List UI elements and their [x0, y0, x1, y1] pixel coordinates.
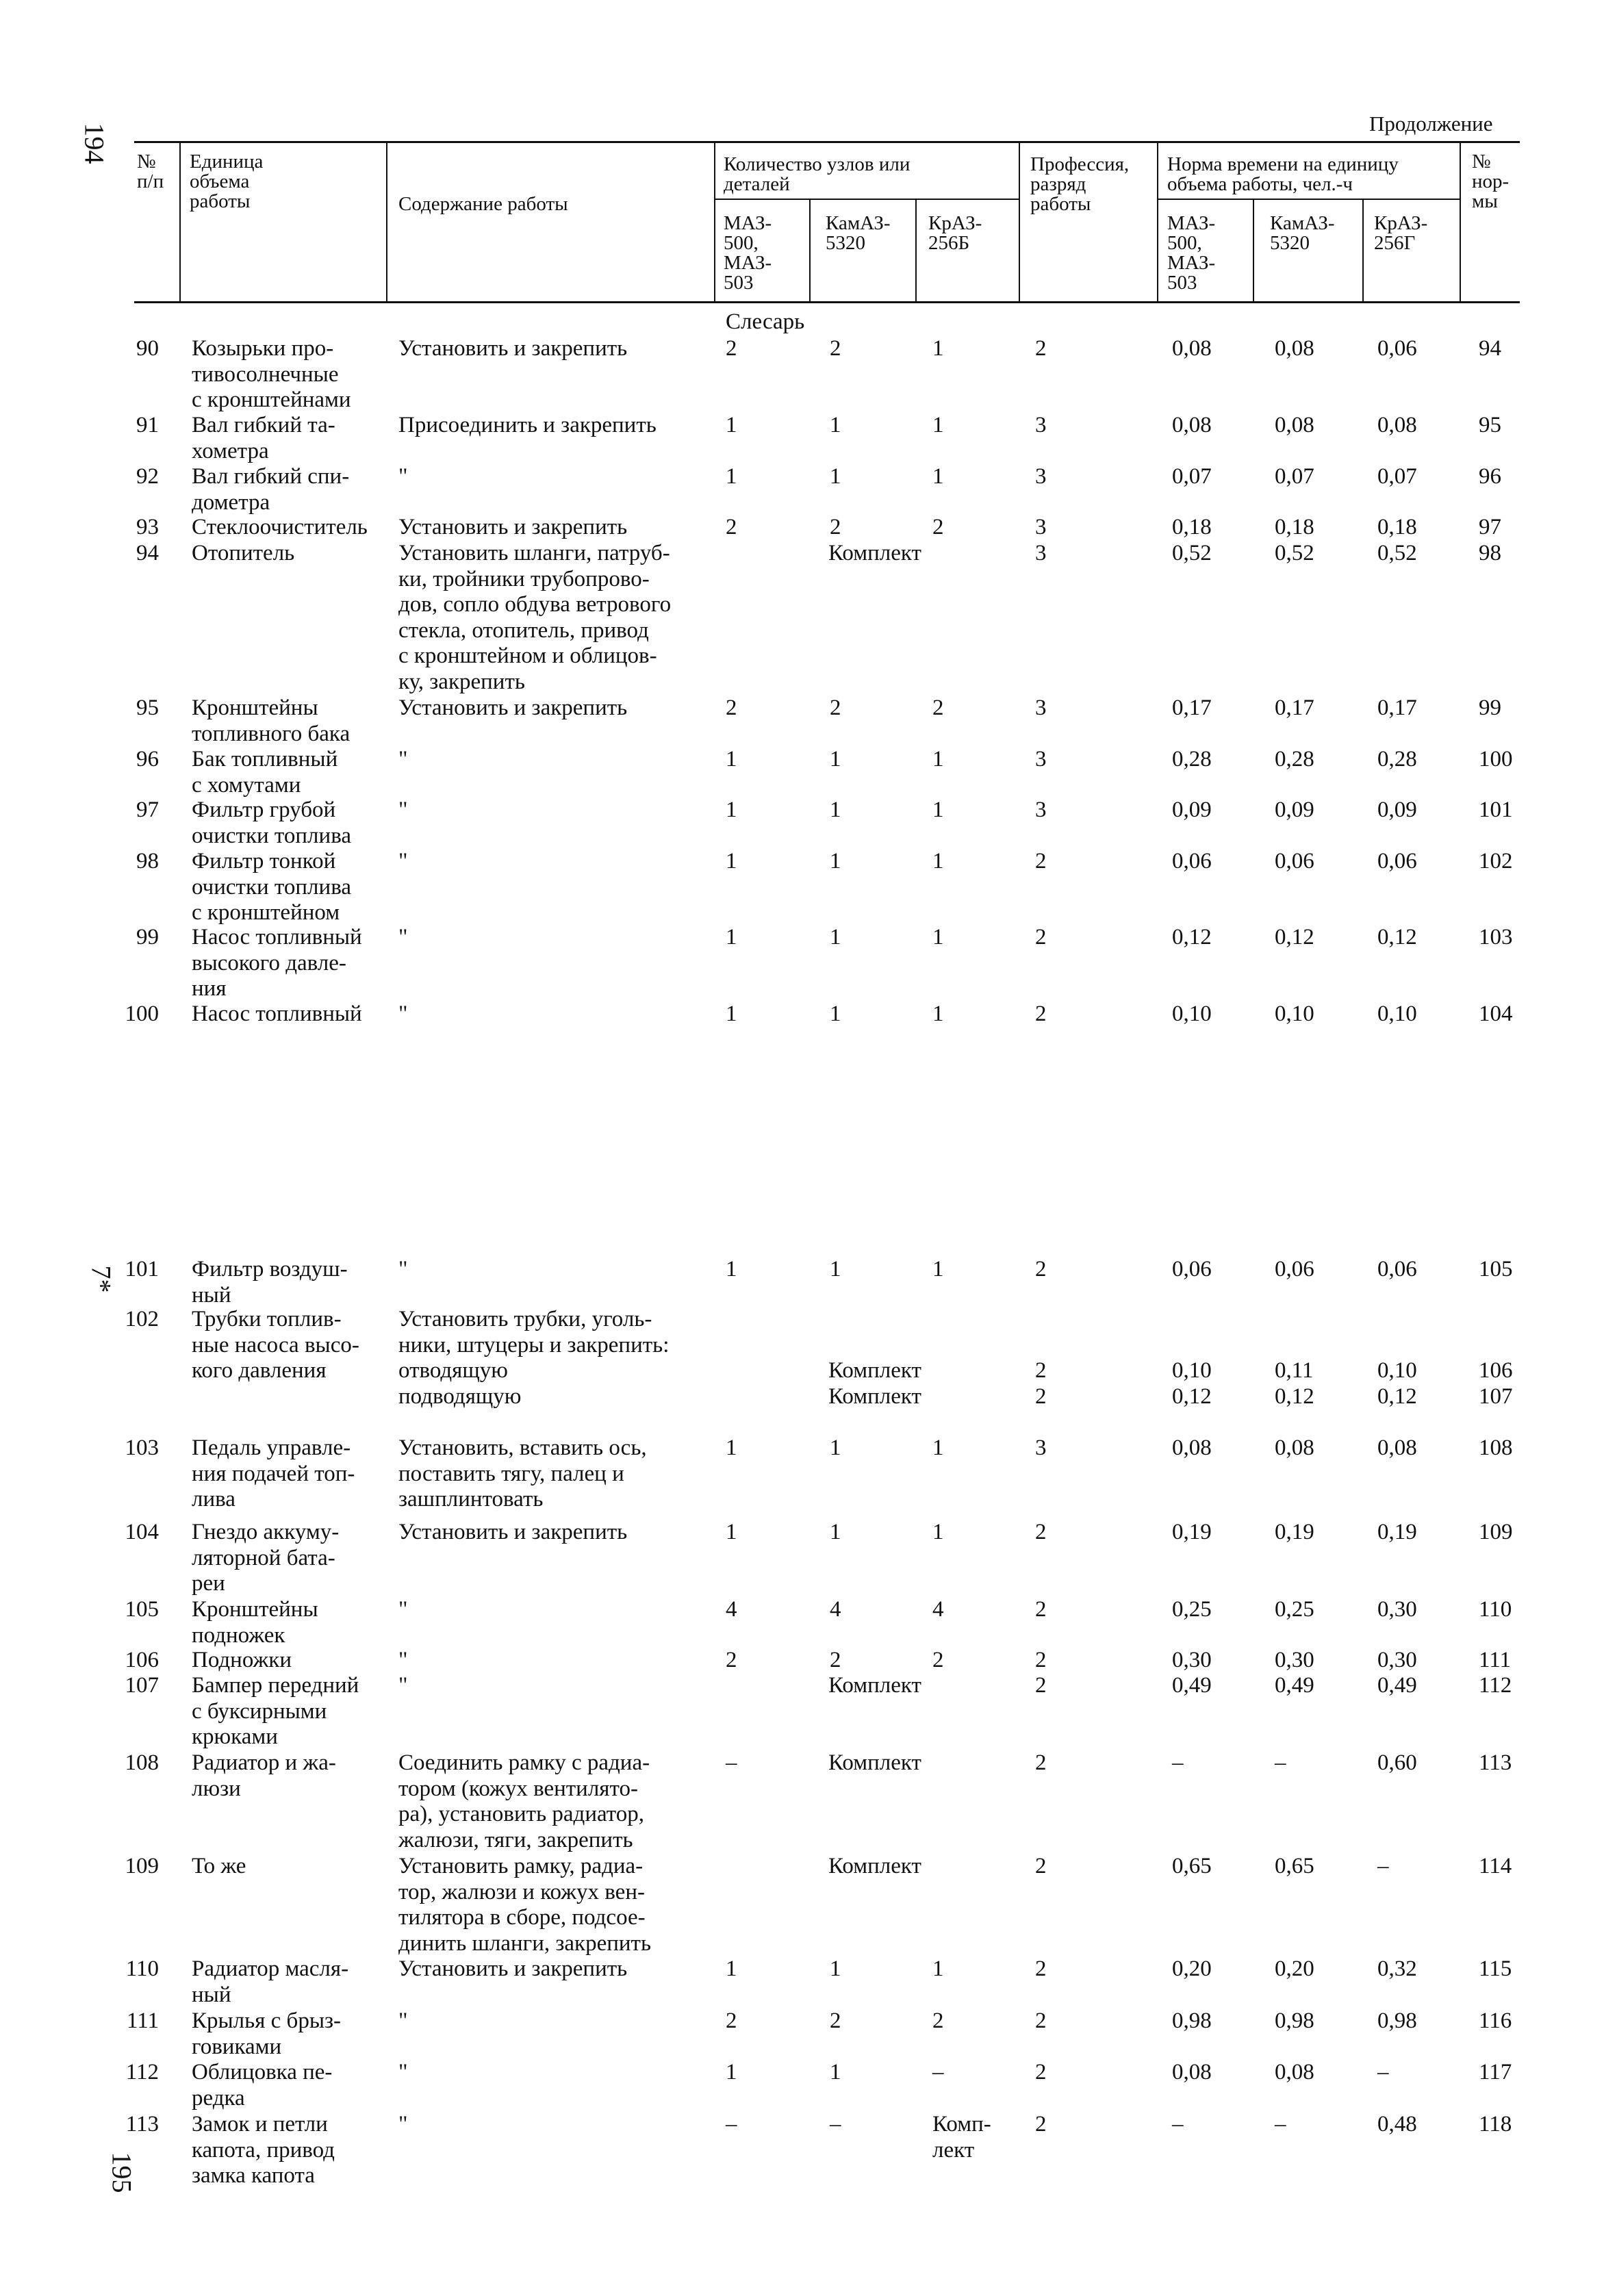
row-norm-kraz: 0,17: [1377, 696, 1417, 720]
row-unit: Фильтр грубой очистки топлива: [192, 798, 351, 848]
row-norm-kraz: 0,60: [1377, 1750, 1417, 1775]
row-grade: 2: [1035, 2112, 1047, 2136]
row-norm-kamaz: –: [1275, 1750, 1286, 1775]
header-norm-no: № нор- мы: [1472, 151, 1510, 212]
row-qty-kraz: 1: [932, 413, 944, 437]
row-norm-maz: 0,12: [1172, 925, 1212, 949]
row-qty-maz: 1: [726, 1257, 737, 1281]
row-norm-kamaz: 0,06: [1275, 1257, 1314, 1281]
row-qty-kamaz: 2: [830, 696, 841, 720]
row-norm-no: 101: [1479, 798, 1513, 822]
row-unit: Подножки: [192, 1648, 292, 1672]
header-norm-kraz: КрАЗ- 256Г: [1374, 212, 1428, 254]
row-qty-kamaz: 1: [830, 1257, 841, 1281]
row-norm-maz: 0,18: [1172, 515, 1212, 539]
row-qty-kamaz: Комплект Комплект: [828, 1358, 921, 1409]
row-number: 112: [125, 2060, 159, 2084]
col-divider: [1157, 141, 1158, 301]
row-qty-kamaz: –: [830, 2112, 841, 2136]
row-number: 113: [125, 2112, 159, 2136]
row-norm-no: 111: [1479, 1648, 1512, 1672]
row-norm-maz: 0,09: [1172, 798, 1212, 822]
row-qty-kraz: 4: [932, 1597, 944, 1622]
row-unit: Бак топливный с хомутами: [192, 747, 338, 798]
row-qty-kamaz: 1: [830, 1002, 841, 1026]
row-grade: 3: [1035, 541, 1047, 565]
row-norm-kraz: 0,52: [1377, 541, 1417, 565]
row-number: 95: [136, 696, 159, 720]
row-qty-kraz: 1: [932, 849, 944, 873]
row-work: Установить шланги, патруб- ки, тройники трубопрово- дов, сопло обдува ветрового стекла, отопитель, привод с кронштейном и облицов- ку, закрепить: [398, 541, 672, 694]
row-work: ": [398, 2060, 408, 2084]
row-norm-no: 105: [1479, 1257, 1513, 1281]
row-qty-maz: 1: [726, 1002, 737, 1026]
row-number: 105: [125, 1597, 159, 1622]
row-norm-no: 95: [1479, 413, 1501, 437]
header-content: Содержание работы: [398, 193, 568, 215]
header-prof: Профессия, разряд работы: [1030, 153, 1130, 215]
row-unit: Насос топливный: [192, 1002, 362, 1026]
row-qty-maz: 1: [726, 849, 737, 873]
row-grade: 2: [1035, 1854, 1047, 1878]
row-grade: 3: [1035, 1436, 1047, 1460]
row-norm-kraz: 0,09: [1377, 798, 1417, 822]
row-norm-maz: 0,52: [1172, 541, 1212, 565]
row-norm-maz: 0,10 0,12: [1172, 1358, 1212, 1409]
row-number: 109: [125, 1854, 159, 1878]
col-divider: [1019, 141, 1020, 301]
row-number: 96: [136, 747, 159, 771]
row-qty-kraz: 1: [932, 1520, 944, 1544]
row-number: 106: [125, 1648, 159, 1672]
row-unit: Радиатор масля- ный: [192, 1956, 349, 2007]
row-unit: Кронштейны подножек: [192, 1597, 318, 1648]
row-norm-kraz: 0,12: [1377, 925, 1417, 949]
row-norm-kraz: 0,30: [1377, 1597, 1417, 1622]
row-grade: 2: [1035, 2060, 1047, 2084]
col-divider: [1362, 199, 1364, 301]
row-number: 98: [136, 849, 159, 873]
page-number-bottom: 195: [106, 2152, 138, 2193]
row-qty-kraz: Комп- лект: [932, 2112, 991, 2163]
row-work: ": [398, 849, 408, 873]
row-grade: 3: [1035, 413, 1047, 437]
row-qty-maz: –: [726, 1750, 737, 1775]
row-unit: Фильтр тонкой очистки топлива с кронштейном: [192, 849, 351, 925]
header-qty-kamaz: КамАЗ- 5320: [826, 212, 891, 254]
row-norm-kamaz: 0,30: [1275, 1648, 1314, 1672]
row-qty-kraz: 1: [932, 1956, 944, 1981]
row-norm-kraz: 0,49: [1377, 1673, 1417, 1698]
row-norm-no: 114: [1479, 1854, 1512, 1878]
row-number: 107: [125, 1673, 159, 1698]
header-qty-maz: МАЗ- 500, МАЗ- 503: [724, 212, 772, 294]
row-norm-no: 116: [1479, 2008, 1512, 2033]
row-norm-kamaz: 0,07: [1275, 464, 1314, 489]
col-divider: [809, 199, 811, 301]
row-norm-maz: 0,25: [1172, 1597, 1212, 1622]
row-qty-kraz: 2: [932, 696, 944, 720]
row-qty-kraz: 1: [932, 1257, 944, 1281]
header-bottom-rule: [134, 301, 1520, 303]
row-work: ": [398, 798, 408, 822]
row-norm-kraz: 0,48: [1377, 2112, 1417, 2136]
row-norm-maz: 0,06: [1172, 1257, 1212, 1281]
row-norm-kraz: 0,10 0,12: [1377, 1358, 1417, 1409]
row-number: 94: [136, 541, 159, 565]
header-top-rule: [134, 141, 1520, 143]
row-norm-maz: –: [1172, 2112, 1184, 2136]
row-norm-no: 112: [1479, 1673, 1512, 1698]
row-work: ": [398, 1257, 408, 1281]
header-norm-kamaz: КамАЗ- 5320: [1270, 212, 1335, 254]
row-qty-kamaz: 1: [830, 464, 841, 489]
row-norm-no: 118: [1479, 2112, 1512, 2136]
row-unit: Замок и петли капота, привод замка капота: [192, 2112, 335, 2188]
row-grade: 2: [1035, 2008, 1047, 2033]
row-norm-kraz: 0,10: [1377, 1002, 1417, 1026]
row-work: ": [398, 464, 408, 489]
row-norm-no: 104: [1479, 1002, 1513, 1026]
row-grade: 2: [1035, 1750, 1047, 1775]
row-unit: Фильтр воздуш- ный: [192, 1257, 348, 1308]
row-norm-no: 117: [1479, 2060, 1512, 2084]
row-norm-no: 99: [1479, 696, 1501, 720]
row-grade: 2: [1035, 1648, 1047, 1672]
signature-mark: 7*: [86, 1265, 117, 1293]
row-norm-no: 100: [1479, 747, 1513, 771]
row-qty-maz: 1: [726, 464, 737, 489]
row-norm-kraz: 0,18: [1377, 515, 1417, 539]
row-norm-maz: 0,20: [1172, 1956, 1212, 1981]
row-norm-kamaz: 0,17: [1275, 696, 1314, 720]
row-work: Соединить рамку с радиа- тором (кожух вентилято- ра), установить радиатор, жалюзи, тяги, закрепить: [398, 1750, 650, 1852]
row-grade: 2: [1035, 1956, 1047, 1981]
row-unit: Облицовка пе- редка: [192, 2060, 333, 2110]
header-norm-maz: МАЗ- 500, МАЗ- 503: [1167, 212, 1216, 294]
row-norm-kamaz: –: [1275, 2112, 1286, 2136]
row-qty-maz: 1: [726, 747, 737, 771]
row-work: ": [398, 2008, 408, 2033]
row-norm-no: 102: [1479, 849, 1513, 873]
col-divider: [915, 199, 917, 301]
row-qty-kraz: 1: [932, 798, 944, 822]
row-number: 102: [125, 1307, 159, 1331]
row-qty-maz: 1: [726, 2060, 737, 2084]
row-norm-no: 96: [1479, 464, 1501, 489]
row-work: Установить и закрепить: [398, 336, 628, 361]
header-unit: Единица объема работы: [190, 151, 264, 212]
page-number-top: 194: [79, 123, 110, 164]
row-qty-kraz: 2: [932, 2008, 944, 2033]
row-norm-kraz: –: [1377, 2060, 1389, 2084]
row-unit: Кронштейны топливного бака: [192, 696, 351, 746]
row-grade: 3: [1035, 798, 1047, 822]
row-norm-maz: 0,10: [1172, 1002, 1212, 1026]
row-norm-no: 94: [1479, 336, 1501, 361]
row-number: 92: [136, 464, 159, 489]
row-norm-kamaz: 0,25: [1275, 1597, 1314, 1622]
row-norm-maz: 0,08: [1172, 336, 1212, 361]
row-norm-kamaz: 0,08: [1275, 336, 1314, 361]
row-qty-maz: 2: [726, 1648, 737, 1672]
row-number: 100: [125, 1002, 159, 1026]
row-norm-maz: 0,08: [1172, 1436, 1212, 1460]
row-work: Установить и закрепить: [398, 696, 628, 720]
row-norm-no: 103: [1479, 925, 1513, 949]
row-grade: 2: [1035, 925, 1047, 949]
row-work: Установить и закрепить: [398, 515, 628, 539]
row-grade: 3: [1035, 464, 1047, 489]
row-norm-kraz: 0,06: [1377, 336, 1417, 361]
row-unit: То же: [192, 1854, 246, 1878]
row-norm-maz: 0,08: [1172, 2060, 1212, 2084]
row-work: ": [398, 2112, 408, 2136]
row-norm-kamaz: 0,12: [1275, 925, 1314, 949]
row-number: 91: [136, 413, 159, 437]
row-norm-kamaz: 0,52: [1275, 541, 1314, 565]
row-qty-kraz: 1: [932, 464, 944, 489]
row-work: ": [398, 1002, 408, 1026]
row-qty-kamaz: Комплект: [828, 541, 921, 565]
row-qty-kamaz: 1: [830, 2060, 841, 2084]
row-qty-kamaz: 1: [830, 1520, 841, 1544]
row-qty-kamaz: 2: [830, 515, 841, 539]
row-qty-kamaz: Комплект: [828, 1854, 921, 1878]
row-number: 103: [125, 1436, 159, 1460]
row-qty-maz: 1: [726, 925, 737, 949]
row-grade: 2: [1035, 849, 1047, 873]
row-norm-maz: 0,07: [1172, 464, 1212, 489]
row-number: 90: [136, 336, 159, 361]
row-norm-kamaz: 0,08: [1275, 413, 1314, 437]
row-norm-maz: 0,17: [1172, 696, 1212, 720]
row-grade: 2: [1035, 1002, 1047, 1026]
row-qty-kamaz: 4: [830, 1597, 841, 1622]
row-norm-maz: –: [1172, 1750, 1184, 1775]
row-norm-no: 115: [1479, 1956, 1512, 1981]
row-number: 111: [126, 2008, 159, 2033]
row-work: Установить рамку, радиа- тор, жалюзи и кожух вен- тилятора в сборе, подсое- динить шланги, закрепить: [398, 1854, 652, 1956]
row-norm-kraz: 0,08: [1377, 413, 1417, 437]
row-norm-kamaz: 0,11 0,12: [1275, 1358, 1314, 1409]
row-work: ": [398, 1673, 408, 1698]
row-unit: Отопитель: [192, 541, 295, 565]
row-norm-kamaz: 0,08: [1275, 2060, 1314, 2084]
row-work: Установить, вставить ось, поставить тягу, палец и зашплинтовать: [398, 1436, 647, 1511]
row-norm-no: 108: [1479, 1436, 1513, 1460]
row-number: 101: [125, 1257, 159, 1281]
row-norm-no: 110: [1479, 1597, 1512, 1622]
row-norm-no: 113: [1479, 1750, 1512, 1775]
row-unit: Трубки топлив- ные насоса высо- кого давления: [192, 1307, 359, 1383]
qty-subrule: [714, 199, 1019, 200]
col-divider: [714, 141, 715, 301]
continuation-label: Продолжение: [1369, 112, 1493, 136]
row-norm-kamaz: 0,09: [1275, 798, 1314, 822]
row-grade: 2: [1035, 1257, 1047, 1281]
row-grade: 2: [1035, 1673, 1047, 1698]
row-qty-kamaz: 1: [830, 798, 841, 822]
row-qty-kamaz: 1: [830, 849, 841, 873]
row-norm-kamaz: 0,10: [1275, 1002, 1314, 1026]
row-norm-kamaz: 0,19: [1275, 1520, 1314, 1544]
row-unit: Стеклоочиститель: [192, 515, 368, 539]
row-qty-maz: 2: [726, 515, 737, 539]
row-unit: Гнездо аккуму- ляторной бата- реи: [192, 1520, 340, 1596]
row-qty-kraz: –: [932, 2060, 944, 2084]
row-qty-kamaz: 1: [830, 413, 841, 437]
row-norm-kamaz: 0,06: [1275, 849, 1314, 873]
row-norm-maz: 0,28: [1172, 747, 1212, 771]
row-qty-maz: 4: [726, 1597, 737, 1622]
row-number: 108: [125, 1750, 159, 1775]
row-qty-maz: 1: [726, 1956, 737, 1981]
row-qty-kamaz: 2: [830, 336, 841, 361]
row-norm-maz: 0,49: [1172, 1673, 1212, 1698]
row-norm-kamaz: 0,18: [1275, 515, 1314, 539]
row-qty-kamaz: Комплект: [828, 1673, 921, 1698]
row-work: Установить и закрепить: [398, 1956, 628, 1981]
row-qty-kamaz: 1: [830, 1956, 841, 1981]
col-divider: [386, 141, 387, 301]
row-norm-kraz: 0,28: [1377, 747, 1417, 771]
row-work: Установить трубки, уголь- ники, штуцеры и закрепить: отводящую подводящую: [398, 1307, 670, 1409]
row-number: 97: [136, 798, 159, 822]
header-num: № п/п: [137, 151, 164, 192]
row-qty-kamaz: 1: [830, 925, 841, 949]
row-number: 110: [125, 1956, 159, 1981]
row-norm-kraz: 0,30: [1377, 1648, 1417, 1672]
row-qty-maz: 1: [726, 1520, 737, 1544]
col-divider: [1460, 141, 1461, 301]
row-qty-kamaz: 2: [830, 2008, 841, 2033]
row-qty-kraz: 1: [932, 1002, 944, 1026]
row-norm-maz: 0,65: [1172, 1854, 1212, 1878]
row-qty-kamaz: 2: [830, 1648, 841, 1672]
row-qty-kraz: 2: [932, 515, 944, 539]
row-norm-kraz: 0,07: [1377, 464, 1417, 489]
group-label: Слесарь: [726, 309, 805, 334]
row-qty-kamaz: Комплект: [828, 1750, 921, 1775]
row-qty-maz: 1: [726, 798, 737, 822]
header-qty: Количество узлов или деталей: [724, 153, 911, 195]
row-grade: 2: [1035, 336, 1047, 361]
row-norm-no: 97: [1479, 515, 1501, 539]
row-unit: Крылья с брыз- говиками: [192, 2008, 342, 2059]
row-unit: Козырьки про- тивосолнечные с кронштейнами: [192, 336, 351, 412]
row-qty-maz: 2: [726, 336, 737, 361]
row-unit: Насос топливный высокого давле- ния: [192, 925, 362, 1001]
row-unit: Педаль управле- ния подачей топ- лива: [192, 1436, 355, 1511]
row-work: ": [398, 925, 408, 949]
row-norm-maz: 0,06: [1172, 849, 1212, 873]
row-work: Установить и закрепить: [398, 1520, 628, 1544]
row-norm-no: 98: [1479, 541, 1501, 565]
row-unit: Радиатор и жа- люзи: [192, 1750, 336, 1801]
row-norm-maz: 0,08: [1172, 413, 1212, 437]
header-qty-kraz: КрАЗ- 256Б: [928, 212, 982, 254]
row-norm-kraz: –: [1377, 1854, 1389, 1878]
row-grade: 3: [1035, 747, 1047, 771]
row-norm-kamaz: 0,65: [1275, 1854, 1314, 1878]
row-norm-maz: 0,19: [1172, 1520, 1212, 1544]
row-qty-maz: –: [726, 2112, 737, 2136]
row-norm-no: 109: [1479, 1520, 1513, 1544]
row-norm-kamaz: 0,98: [1275, 2008, 1314, 2033]
row-qty-kamaz: 1: [830, 1436, 841, 1460]
row-unit: Бампер передний с буксирными крюками: [192, 1673, 359, 1749]
row-number: 104: [125, 1520, 159, 1544]
row-norm-maz: 0,98: [1172, 2008, 1212, 2033]
row-number: 93: [136, 515, 159, 539]
col-divider: [179, 141, 181, 301]
row-qty-maz: 1: [726, 1436, 737, 1460]
row-qty-kraz: 1: [932, 1436, 944, 1460]
row-work: ": [398, 1597, 408, 1622]
row-grade: 2 2: [1035, 1358, 1047, 1409]
row-work: Присоединить и закрепить: [398, 413, 657, 437]
row-work: ": [398, 747, 408, 771]
row-norm-kamaz: 0,20: [1275, 1956, 1314, 1981]
norm-subrule: [1157, 199, 1460, 200]
row-norm-no: 106 107: [1479, 1358, 1513, 1409]
header-norm: Норма времени на единицу объема работы, чел.-ч: [1167, 153, 1399, 195]
row-grade: 3: [1035, 696, 1047, 720]
row-norm-kamaz: 0,08: [1275, 1436, 1314, 1460]
row-qty-kamaz: 1: [830, 747, 841, 771]
row-norm-kamaz: 0,49: [1275, 1673, 1314, 1698]
row-qty-maz: 1: [726, 413, 737, 437]
row-norm-kraz: 0,19: [1377, 1520, 1417, 1544]
row-qty-kraz: 1: [932, 336, 944, 361]
col-divider: [1253, 199, 1254, 301]
row-grade: 2: [1035, 1597, 1047, 1622]
row-norm-maz: 0,30: [1172, 1648, 1212, 1672]
row-norm-kraz: 0,06: [1377, 1257, 1417, 1281]
row-grade: 2: [1035, 1520, 1047, 1544]
row-norm-kamaz: 0,28: [1275, 747, 1314, 771]
row-unit: Вал гибкий та- хометра: [192, 413, 335, 463]
row-norm-kraz: 0,08: [1377, 1436, 1417, 1460]
row-work: ": [398, 1648, 408, 1672]
row-norm-kraz: 0,32: [1377, 1956, 1417, 1981]
row-unit: Вал гибкий спи- дометра: [192, 464, 350, 515]
row-qty-kraz: 2: [932, 1648, 944, 1672]
row-norm-kraz: 0,98: [1377, 2008, 1417, 2033]
row-number: 99: [136, 925, 159, 949]
row-norm-kraz: 0,06: [1377, 849, 1417, 873]
row-qty-maz: 2: [726, 696, 737, 720]
row-qty-maz: 2: [726, 2008, 737, 2033]
row-qty-kraz: 1: [932, 747, 944, 771]
row-qty-kraz: 1: [932, 925, 944, 949]
row-grade: 3: [1035, 515, 1047, 539]
